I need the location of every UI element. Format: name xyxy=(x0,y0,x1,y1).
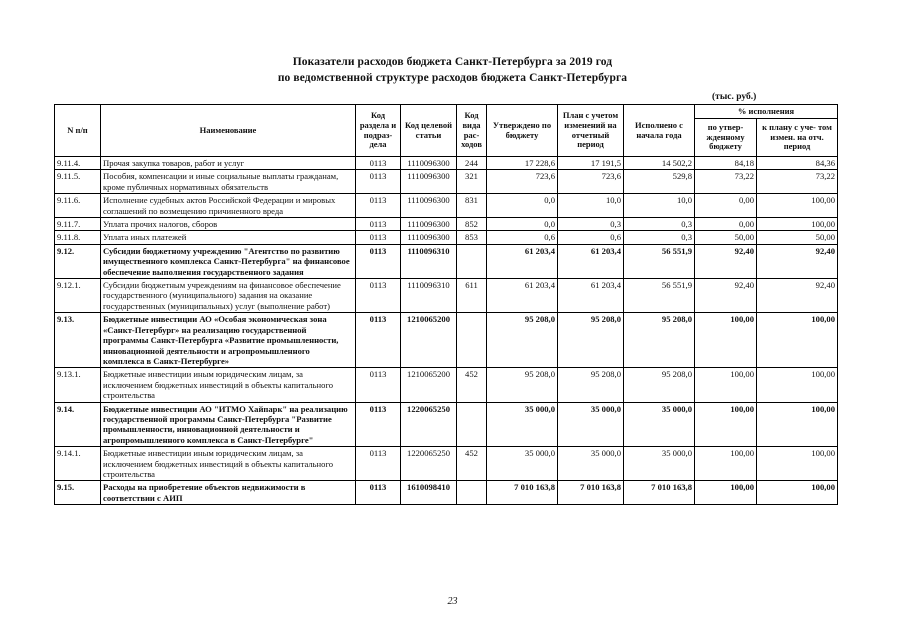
document-title-line-2: по ведомственной структуре расходов бюджета Санкт-Петербурга xyxy=(277,72,628,84)
table-row xyxy=(55,244,838,278)
cell-pct-budget: 92,40 xyxy=(695,279,757,313)
table-row xyxy=(55,170,838,194)
cell-pct-budget: 92,40 xyxy=(695,244,757,278)
cell-exec: 95 208,0 xyxy=(624,368,695,402)
cell-approved: 35 000,0 xyxy=(487,447,558,481)
cell-pct-budget: 100,00 xyxy=(695,368,757,402)
table-body xyxy=(55,157,838,505)
page-number: 23 xyxy=(447,596,458,607)
cell-razdel: 0113 xyxy=(356,157,401,170)
cell-pct-plan: 100,00 xyxy=(757,313,838,368)
table-row xyxy=(55,368,838,402)
cell-plan: 95 208,0 xyxy=(558,313,624,368)
cell-target: 1610098410 xyxy=(401,481,457,505)
cell-exec: 35 000,0 xyxy=(624,447,695,481)
cell-vid xyxy=(457,481,487,505)
table-row xyxy=(55,194,838,218)
cell-pct-plan: 92,40 xyxy=(757,279,838,313)
cell-approved: 95 208,0 xyxy=(487,313,558,368)
header-pct-group: % исполнения xyxy=(695,105,838,119)
cell-name: Уплата прочих налогов, сборов xyxy=(101,218,356,231)
cell-plan: 61 203,4 xyxy=(558,279,624,313)
cell-plan: 723,6 xyxy=(558,170,624,194)
cell-vid: 831 xyxy=(457,194,487,218)
cell-plan: 0,6 xyxy=(558,231,624,244)
cell-num: 9.11.4. xyxy=(55,157,101,170)
cell-exec: 14 502,2 xyxy=(624,157,695,170)
cell-target: 1110096310 xyxy=(401,279,457,313)
cell-target: 1210065200 xyxy=(401,368,457,402)
cell-target: 1110096310 xyxy=(401,244,457,278)
cell-pct-plan: 84,36 xyxy=(757,157,838,170)
cell-exec: 529,8 xyxy=(624,170,695,194)
cell-plan: 95 208,0 xyxy=(558,368,624,402)
table-row xyxy=(55,481,838,505)
cell-vid: 321 xyxy=(457,170,487,194)
cell-num: 9.15. xyxy=(55,481,101,505)
cell-vid: 852 xyxy=(457,218,487,231)
cell-pct-plan: 100,00 xyxy=(757,218,838,231)
cell-num: 9.11.7. xyxy=(55,218,101,231)
cell-target: 1220065250 xyxy=(401,402,457,447)
expenses-table xyxy=(54,104,838,505)
cell-approved: 0,6 xyxy=(487,231,558,244)
table-row xyxy=(55,157,838,170)
cell-exec: 0,3 xyxy=(624,218,695,231)
header-pct-budget: по утвер- жденному бюджету xyxy=(695,119,757,157)
cell-name: Бюджетные инвестиции иным юридическим лицам, за исключением бюджетных инвестиций в объекты капитального строительства xyxy=(101,447,356,481)
cell-approved: 61 203,4 xyxy=(487,244,558,278)
cell-exec: 56 551,9 xyxy=(624,279,695,313)
cell-plan: 10,0 xyxy=(558,194,624,218)
cell-razdel: 0113 xyxy=(356,368,401,402)
cell-num: 9.13.1. xyxy=(55,368,101,402)
cell-target: 1210065200 xyxy=(401,313,457,368)
header-name: Наименование xyxy=(101,105,356,157)
units-label: (тыс. руб.) xyxy=(712,92,757,102)
cell-pct-budget: 100,00 xyxy=(695,313,757,368)
cell-name: Субсидии бюджетным учреждениям на финансовое обеспечение государственного (муниципального) задания на оказание государственных (муниципальных) услуг (выполнение работ) xyxy=(101,279,356,313)
cell-exec: 10,0 xyxy=(624,194,695,218)
cell-name: Бюджетные инвестиции иным юридическим лицам, за исключением бюджетных инвестиций в объекты капитального строительства xyxy=(101,368,356,402)
cell-pct-plan: 92,40 xyxy=(757,244,838,278)
cell-approved: 0,0 xyxy=(487,194,558,218)
cell-approved: 7 010 163,8 xyxy=(487,481,558,505)
cell-name: Исполнение судебных актов Российской Федерации и мировых соглашений по возмещению причиненного вреда xyxy=(101,194,356,218)
cell-plan: 35 000,0 xyxy=(558,447,624,481)
cell-name: Расходы на приобретение объектов недвижимости в соответствии с АИП xyxy=(101,481,356,505)
cell-vid xyxy=(457,402,487,447)
cell-exec: 0,3 xyxy=(624,231,695,244)
cell-vid: 452 xyxy=(457,447,487,481)
cell-vid: 244 xyxy=(457,157,487,170)
header-plan: План с учетом изменений на отчетный период xyxy=(558,105,624,157)
cell-approved: 61 203,4 xyxy=(487,279,558,313)
cell-exec: 95 208,0 xyxy=(624,313,695,368)
cell-vid: 611 xyxy=(457,279,487,313)
document-title-line-1: Показатели расходов бюджета Санкт-Петербурга за 2019 год xyxy=(292,56,613,68)
cell-pct-budget: 100,00 xyxy=(695,447,757,481)
cell-name: Прочая закупка товаров, работ и услуг xyxy=(101,157,356,170)
cell-pct-plan: 100,00 xyxy=(757,402,838,447)
header-approved: Утверждено по бюджету xyxy=(487,105,558,157)
cell-target: 1110096300 xyxy=(401,170,457,194)
cell-pct-budget: 73,22 xyxy=(695,170,757,194)
cell-razdel: 0113 xyxy=(356,313,401,368)
cell-name: Субсидии бюджетному учреждению "Агентство по развитию имущественного комплекса Санкт-Петербурга" на финансовое обеспечение выполнения государственного задания xyxy=(101,244,356,278)
cell-pct-budget: 100,00 xyxy=(695,481,757,505)
cell-pct-plan: 100,00 xyxy=(757,481,838,505)
table-row xyxy=(55,279,838,313)
cell-razdel: 0113 xyxy=(356,279,401,313)
cell-pct-plan: 50,00 xyxy=(757,231,838,244)
cell-approved: 35 000,0 xyxy=(487,402,558,447)
cell-pct-budget: 0,00 xyxy=(695,218,757,231)
table-row xyxy=(55,231,838,244)
cell-pct-budget: 100,00 xyxy=(695,402,757,447)
cell-num: 9.14.1. xyxy=(55,447,101,481)
cell-approved: 0,0 xyxy=(487,218,558,231)
cell-razdel: 0113 xyxy=(356,447,401,481)
cell-num: 9.12. xyxy=(55,244,101,278)
table-row xyxy=(55,313,838,368)
cell-target: 1110096300 xyxy=(401,231,457,244)
cell-plan: 61 203,4 xyxy=(558,244,624,278)
cell-razdel: 0113 xyxy=(356,194,401,218)
cell-approved: 723,6 xyxy=(487,170,558,194)
cell-num: 9.13. xyxy=(55,313,101,368)
header-pct-plan: к плану с уче- том измен. на отч. период xyxy=(757,119,838,157)
cell-approved: 17 228,6 xyxy=(487,157,558,170)
cell-exec: 35 000,0 xyxy=(624,402,695,447)
cell-target: 1220065250 xyxy=(401,447,457,481)
cell-name: Бюджетные инвестиции АО "ИТМО Хайпарк" на реализацию государственной программы Санкт-Петербурга "Развитие промышленности, инновационной деятельности и агропромышленного комплекса в Санкт-Петербурге" xyxy=(101,402,356,447)
cell-name: Пособия, компенсации и иные социальные выплаты гражданам, кроме публичных нормативных обязательств xyxy=(101,170,356,194)
cell-exec: 7 010 163,8 xyxy=(624,481,695,505)
cell-exec: 56 551,9 xyxy=(624,244,695,278)
cell-target: 1110096300 xyxy=(401,218,457,231)
cell-num: 9.12.1. xyxy=(55,279,101,313)
table-row xyxy=(55,402,838,447)
cell-target: 1110096300 xyxy=(401,157,457,170)
cell-pct-budget: 84,18 xyxy=(695,157,757,170)
cell-name: Бюджетные инвестиции АО «Особая экономическая зона «Санкт-Петербург» на реализацию государственной программы Санкт-Петербурга «Развитие промышленности, инновационной деятельности и агропромышленного комплекса в Санкт-Петербурге» xyxy=(101,313,356,368)
table-row xyxy=(55,218,838,231)
header-num: N п/п xyxy=(55,105,101,157)
cell-pct-plan: 100,00 xyxy=(757,447,838,481)
cell-plan: 0,3 xyxy=(558,218,624,231)
table-row xyxy=(55,447,838,481)
cell-plan: 7 010 163,8 xyxy=(558,481,624,505)
cell-plan: 17 191,5 xyxy=(558,157,624,170)
cell-vid: 452 xyxy=(457,368,487,402)
cell-num: 9.11.6. xyxy=(55,194,101,218)
cell-target: 1110096300 xyxy=(401,194,457,218)
cell-razdel: 0113 xyxy=(356,244,401,278)
cell-num: 9.11.8. xyxy=(55,231,101,244)
cell-num: 9.14. xyxy=(55,402,101,447)
cell-razdel: 0113 xyxy=(356,231,401,244)
cell-approved: 95 208,0 xyxy=(487,368,558,402)
cell-vid: 853 xyxy=(457,231,487,244)
cell-vid xyxy=(457,244,487,278)
cell-razdel: 0113 xyxy=(356,170,401,194)
header-vid: Код вида рас- ходов xyxy=(457,105,487,157)
cell-razdel: 0113 xyxy=(356,481,401,505)
cell-pct-plan: 100,00 xyxy=(757,368,838,402)
cell-razdel: 0113 xyxy=(356,218,401,231)
cell-name: Уплата иных платежей xyxy=(101,231,356,244)
cell-plan: 35 000,0 xyxy=(558,402,624,447)
cell-vid xyxy=(457,313,487,368)
cell-pct-budget: 0,00 xyxy=(695,194,757,218)
header-exec: Исполнено с начала года xyxy=(624,105,695,157)
cell-pct-plan: 100,00 xyxy=(757,194,838,218)
cell-pct-budget: 50,00 xyxy=(695,231,757,244)
cell-razdel: 0113 xyxy=(356,402,401,447)
header-target: Код целевой статьи xyxy=(401,105,457,157)
cell-num: 9.11.5. xyxy=(55,170,101,194)
header-razdel: Код раздела и подраз- дела xyxy=(356,105,401,157)
cell-pct-plan: 73,22 xyxy=(757,170,838,194)
